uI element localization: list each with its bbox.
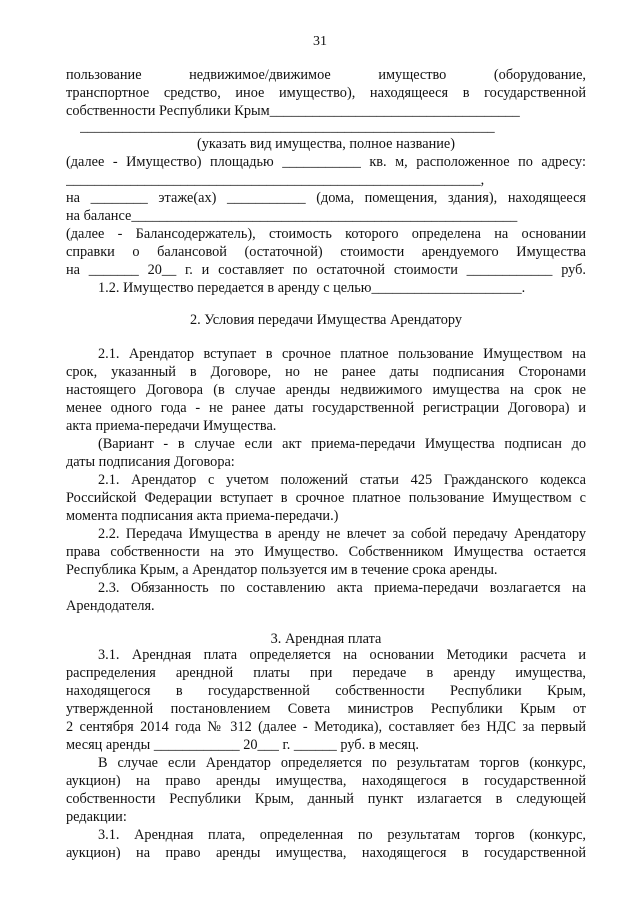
text-line: распределения арендной платы при передаче в аренду имущества, [66,665,586,681]
text-line: настоящего Договора (в случае аренды недвижимого имущества на срок не [66,382,586,398]
text-line: В случае если Арендатор определяется по результатам торгов (конкурс, [98,755,586,771]
text-line: 2.2. Передача Имущества в аренду не влечет за собой передачу Арендатору [98,526,586,542]
text-line: (далее - Балансодержатель), стоимость которого определена на основании [66,226,586,242]
text-line: собственности Республики Крым, данный пункт излагается в следующей [66,791,586,807]
text-line: транспортное средство, иное имущество), находящееся в государственной [66,85,586,101]
section-heading: 2. Условия передачи Имущества Арендатору [190,312,462,328]
text-line: __________________________________________________________, [66,172,485,188]
text-line: 2 сентября 2014 года № 312 (далее - Методика), составляет без НДС за первый [66,719,586,735]
text-line: аукцион) на право аренды имущества, находящегося в государственной [66,845,586,861]
text-line: 2.3. Обязанность по составлению акта приема-передачи возлагается на [98,580,586,596]
text-line: находящегося в государственной собственности Республики Крым, [66,683,586,699]
page-number: 31 [313,34,327,49]
text-line: пользование недвижимое/движимое имущество (оборудование, [66,67,586,83]
text-line: Российской Федерации вступает в срочное платное пользование Имуществом с [66,490,586,506]
text-line: Республика Крым, а Арендатор пользуется им в течение срока аренды. [66,562,498,578]
section-heading: 3. Арендная плата [270,631,382,647]
text-line: 2.1. Арендатор с учетом положений статьи 425 Гражданского кодекса [98,472,586,488]
text-line: собственности Республики Крым___________________________________ [66,103,520,119]
text-line: 3.1. Арендная плата, определенная по результатам торгов (конкурс, [98,827,586,843]
text-line: редакции: [66,809,127,825]
text-line: справки о балансовой (остаточной) стоимости арендуемого Имущества [66,244,586,260]
text-line: на _______ 20__ г. и составляет по остаточной стоимости ____________ руб. [66,262,586,278]
text-line: акта приема-передачи Имущества. [66,418,277,434]
text-line: 2.1. Арендатор вступает в срочное платное пользование Имуществом на [98,346,586,362]
text-line: 1.2. Имущество передается в аренду с целью_____________________. [98,280,526,296]
text-line: утвержденной постановлением Совета министров Республики Крым от [66,701,586,717]
text-line: аукцион) на право аренды имущества, находящегося в государственной [66,773,586,789]
text-line: (Вариант - в случае если акт приема-передачи Имущества подписан до [98,436,586,452]
text-line: даты подписания Договора: [66,454,235,470]
text-line: (указать вид имущества, полное название) [196,136,455,152]
text-line: момента подписания акта приема-передачи.) [66,508,339,524]
text-line: (далее - Имущество) площадью ___________ кв. м, расположенное по адресу: [66,154,586,170]
text-line: 3.1. Арендная плата определяется на основании Методики расчета и [98,647,586,663]
text-line: Арендодателя. [66,598,155,614]
text-line: на ________ этаже(ах) ___________ (дома, помещения, здания), находящееся [66,190,586,206]
text-line: срок, указанный в Договоре, но не ранее даты подписания Сторонами [66,364,586,380]
text-line: права собственности на это Имущество. Собственником Имущества остается [66,544,586,560]
text-line: __________________________________________________________ [80,119,495,135]
text-line: менее одного года - не ранее даты государственной регистрации Договора) и [66,400,586,416]
text-line: месяц аренды ____________ 20___ г. ______ руб. в месяц. [66,737,419,753]
text-line: на балансе______________________________________________________ [66,208,518,224]
